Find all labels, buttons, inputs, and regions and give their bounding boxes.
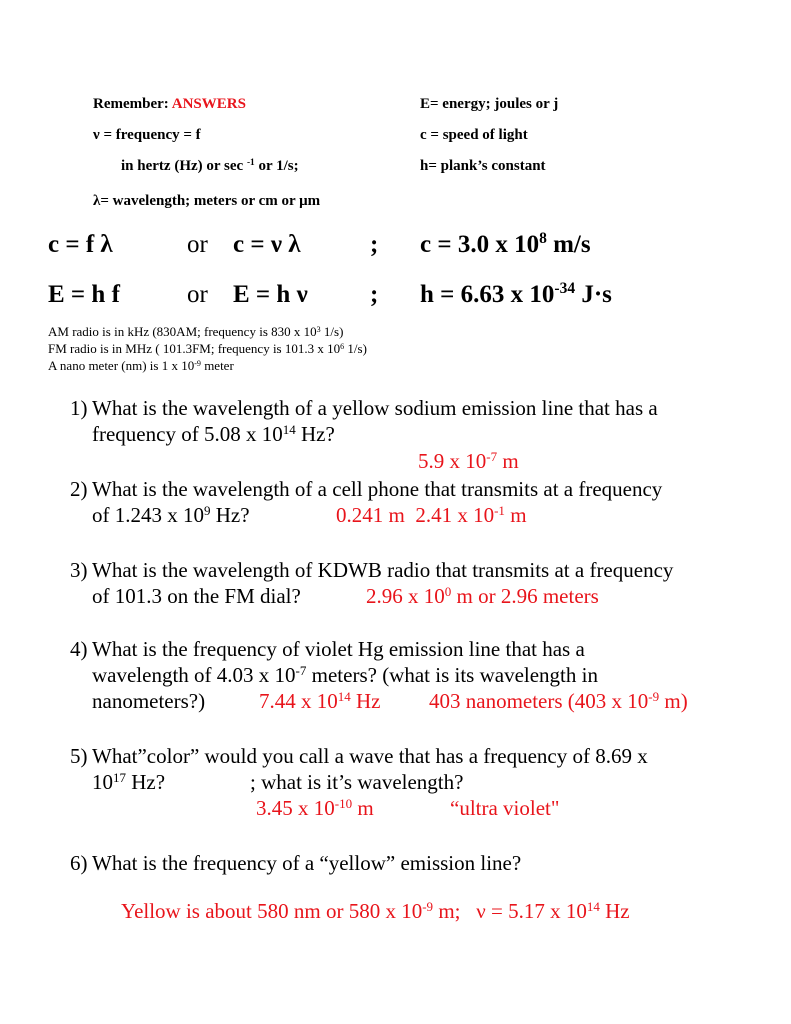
question-text: What is the wavelength of KDWB radio that transmits at a frequency <box>92 558 674 582</box>
formula-e-h-nu: E = h ν <box>233 281 308 308</box>
remember-line <box>93 96 246 113</box>
answer-6: Yellow is about 580 nm or 580 x $10^{-9}$ m; ν = 5.17 x $10^{14}$ Hz <box>121 898 630 923</box>
formula-separator-1: ; <box>370 231 379 258</box>
question-number: 5) <box>70 744 88 768</box>
energy-definition: E= energy; joules or j <box>420 96 559 112</box>
answers-label: ANSWERS <box>171 96 246 112</box>
question-2 <box>70 476 770 532</box>
question-text: wavelength of 4.03 x $10^{-7}$ meters? (what is its wavelength in <box>92 662 598 687</box>
question-text: frequency of 5.08 x $10^{14}$ Hz? <box>92 421 335 446</box>
answer-4-wavelength: 403 nanometers (403 x $10^{-9}$ m) <box>429 688 688 713</box>
formula-e-h-f: E = h f <box>48 281 120 308</box>
note-am-radio: AM radio is in kHz (830AM; frequency is 830 x $10^3$ 1/s) <box>48 324 344 339</box>
question-text: What”color” would you call a wave that has a frequency of 8.69 x <box>92 744 648 768</box>
formula-or-2: or <box>187 281 208 308</box>
question-text: ; what is it’s wavelength? <box>250 770 464 794</box>
question-text: of 101.3 on the FM dial? <box>92 584 301 608</box>
answer-5-wavelength: 3.45 x $10^{-10}$ m <box>256 795 374 820</box>
formula-planck-value: h = 6.63 x $10^{-34}$ J·s <box>420 280 612 308</box>
remember-label: Remember: <box>93 96 169 112</box>
question-number: 3) <box>70 558 88 582</box>
note-nanometer: A nano meter (nm) is 1 x $10^{-9}$ meter <box>48 358 234 373</box>
speed-of-light-definition: c = speed of light <box>420 127 528 143</box>
question-4 <box>70 636 770 716</box>
answer-4-frequency: 7.44 x $10^{14}$ Hz <box>259 688 381 713</box>
question-text: What is the frequency of violet Hg emission line that has a <box>92 637 585 661</box>
question-number: 1) <box>70 396 88 420</box>
question-number: 4) <box>70 637 88 661</box>
answer-1: 5.9 x $10^{-7}$ m <box>418 448 519 473</box>
question-3 <box>70 557 770 613</box>
answer-2: 0.241 m 2.41 x $10^{-1}$ m <box>336 502 527 527</box>
planck-definition: h= plank’s constant <box>420 158 546 174</box>
answer-3: 2.96 x $10^0$ m or 2.96 meters <box>366 583 599 608</box>
question-5 <box>70 743 770 823</box>
question-text: What is the frequency of a “yellow” emission line? <box>92 851 522 875</box>
hertz-definition: in hertz (Hz) or sec $^{-1}$ or 1/s; <box>121 157 299 174</box>
question-text: What is the wavelength of a yellow sodium emission line that has a <box>92 396 658 420</box>
formula-c-nu-lambda: c = ν λ <box>233 231 301 258</box>
wavelength-definition: λ= wavelength; meters or cm or μm <box>93 193 321 209</box>
question-text: of 1.243 x $10^9$ Hz? <box>92 502 250 527</box>
question-text: nanometers?) <box>92 689 206 713</box>
formula-separator-2: ; <box>370 281 379 308</box>
question-number: 2) <box>70 477 88 501</box>
question-text: $10^{17}$ Hz? <box>92 769 166 794</box>
question-number: 6) <box>70 851 88 875</box>
formula-c-f-lambda: c = f λ <box>48 231 113 258</box>
frequency-definition: ν = frequency = f <box>93 127 201 143</box>
note-fm-radio: FM radio is in MHz ( 101.3FM; frequency is 101.3 x $10^6$ 1/s) <box>48 341 367 356</box>
question-1 <box>70 395 770 475</box>
formula-or-1: or <box>187 231 208 258</box>
question-6 <box>70 850 770 930</box>
formula-speed-of-light-value: c = 3.0 x $10^8$ m/s <box>420 230 591 258</box>
question-text: What is the wavelength of a cell phone that transmits at a frequency <box>92 477 663 501</box>
answer-5-color: “ultra violet" <box>450 796 560 820</box>
